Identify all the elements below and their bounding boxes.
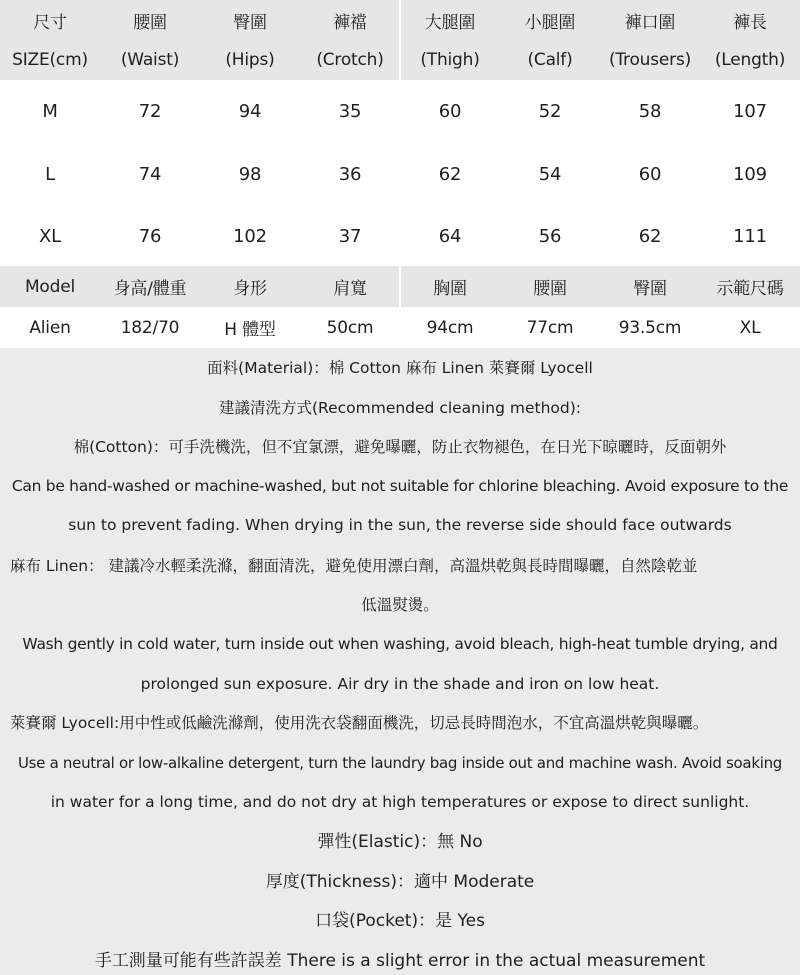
- model-value-cell: 94cm: [426, 317, 474, 338]
- cotton-care-en-1: Can be hand-washed or machine-washed, but not suitable for chlorine bleaching. Avoid exposure to the: [11, 477, 789, 495]
- model-header-cell: 示範尺碼: [716, 279, 784, 299]
- table-cell: 58: [638, 101, 662, 122]
- table-cell: L: [45, 164, 55, 185]
- table-row: [0, 80, 800, 143]
- model-value-cell: 182/70: [120, 317, 180, 338]
- cleaning-method-heading: 建議清洗方式(Recommended cleaning method):: [218, 399, 582, 417]
- table-cell: XL: [39, 225, 61, 247]
- table-cell: 56: [538, 225, 562, 247]
- pocket-line: 口袋(Pocket)：是 Yes: [315, 911, 485, 931]
- cotton-care-en-2: sun to prevent fading. When drying in the sun, the reverse side should face outwards: [68, 516, 732, 534]
- model-header-cell: 臀圍: [633, 279, 667, 299]
- size-header-en-cell: (Length): [714, 50, 786, 70]
- model-header-cell: Model: [24, 276, 76, 297]
- size-header-cn-cell: 大腿圍: [424, 12, 476, 33]
- size-header-en-cell: (Trousers): [608, 50, 692, 70]
- model-value-cell: Alien: [29, 317, 71, 338]
- model-header-divider: [399, 266, 401, 307]
- size-header-cn-cell: 尺寸: [33, 12, 67, 33]
- size-header-en-cell: (Hips): [225, 50, 275, 70]
- table-row: [0, 143, 800, 206]
- size-header-cn-cell: 腰圍: [133, 12, 167, 33]
- model-header-cell: 肩寬: [333, 279, 367, 299]
- table-cell: 62: [438, 164, 462, 185]
- table-cell: 64: [438, 225, 462, 247]
- table-cell: 109: [733, 164, 767, 185]
- model-value-cell: XL: [739, 317, 761, 338]
- model-header-cell: 身形: [233, 279, 267, 299]
- model-value-cell: 93.5cm: [618, 317, 682, 338]
- model-header-cell: 腰圍: [533, 279, 567, 299]
- size-header-en-cell: (Waist): [120, 50, 180, 70]
- lyocell-care-en-2: in water for a long time, and do not dry at high temperatures or expose to direct sunlight.: [50, 793, 750, 811]
- model-header-cell: 胸圍: [433, 279, 467, 299]
- model-value-cell: 50cm: [326, 317, 374, 338]
- table-cell: 98: [238, 164, 262, 185]
- cotton-care-cn: 棉(Cotton)：可手洗機洗，但不宜氯漂，避免曝曬，防止衣物褪色，在日光下晾曬時，反面朝外: [73, 438, 727, 456]
- table-cell: 107: [733, 101, 767, 122]
- size-header-en-cell: (Crotch): [316, 50, 384, 70]
- linen-care-en-1: Wash gently in cold water, turn inside out when washing, avoid bleach, high-heat tumble drying, and: [22, 635, 778, 653]
- table-cell: 74: [138, 164, 162, 185]
- size-header-cn-cell: 褲襠: [333, 12, 367, 33]
- table-cell: 62: [638, 225, 662, 247]
- size-header-en-cell: (Thigh): [420, 50, 480, 70]
- table-cell: 94: [238, 101, 262, 122]
- size-header-cn-cell: 臀圍: [233, 12, 267, 33]
- material-line: 面料(Material)：棉 Cotton 麻布 Linen 萊賽爾 Lyocell: [207, 359, 593, 377]
- table-cell: M: [42, 101, 58, 122]
- size-header-cn-cell: 褲口圍: [624, 12, 676, 33]
- table-row: [0, 206, 800, 266]
- model-value-cell: 77cm: [526, 317, 574, 338]
- table-cell: 60: [438, 101, 462, 122]
- thickness-line: 厚度(Thickness)：適中 Moderate: [265, 872, 535, 892]
- size-header-en-cell: SIZE(cm): [12, 50, 88, 70]
- linen-care-en-2: prolonged sun exposure. Air dry in the shade and iron on low heat.: [140, 675, 660, 693]
- size-header-en-cell: (Calf): [527, 50, 573, 70]
- model-header-cell: 身高/體重: [113, 279, 187, 299]
- size-header-cn-cell: 褲長: [733, 12, 767, 33]
- size-header-cn-cell: 小腿圍: [524, 12, 576, 33]
- table-cell: 60: [638, 164, 662, 185]
- measurement-note: 手工測量可能有些許誤差 There is a slight error in the actual measurement: [94, 951, 706, 971]
- table-cell: 76: [138, 225, 162, 247]
- model-values-row: [0, 307, 800, 348]
- elastic-line: 彈性(Elastic)：無 No: [317, 832, 483, 852]
- model-value-cell: H 體型: [224, 320, 276, 340]
- table-cell: 37: [338, 225, 362, 247]
- linen-care-cn-1: 麻布 Linen： 建議冷水輕柔洗滌，翻面清洗，避免使用漂白劑，高溫烘乾與長時間曝曬，自然陰乾並: [10, 557, 698, 575]
- table-cell: 72: [138, 101, 162, 122]
- table-cell: 52: [538, 101, 562, 122]
- table-cell: 102: [233, 225, 267, 247]
- size-header-divider: [399, 0, 401, 80]
- table-cell: 36: [338, 164, 362, 185]
- table-cell: 35: [338, 101, 362, 122]
- table-cell: 111: [733, 225, 767, 247]
- linen-care-cn-2: 低溫熨燙。: [361, 596, 439, 614]
- lyocell-care-en-1: Use a neutral or low-alkaline detergent, turn the laundry bag inside out and machine wash. Avoid soaking: [17, 754, 783, 772]
- lyocell-care-cn: 萊賽爾 Lyocell:用中性或低鹼洗滌劑，使用洗衣袋翻面機洗，切忌長時間泡水，不宜高溫烘乾與曝曬。: [10, 714, 709, 732]
- table-cell: 54: [538, 164, 562, 185]
